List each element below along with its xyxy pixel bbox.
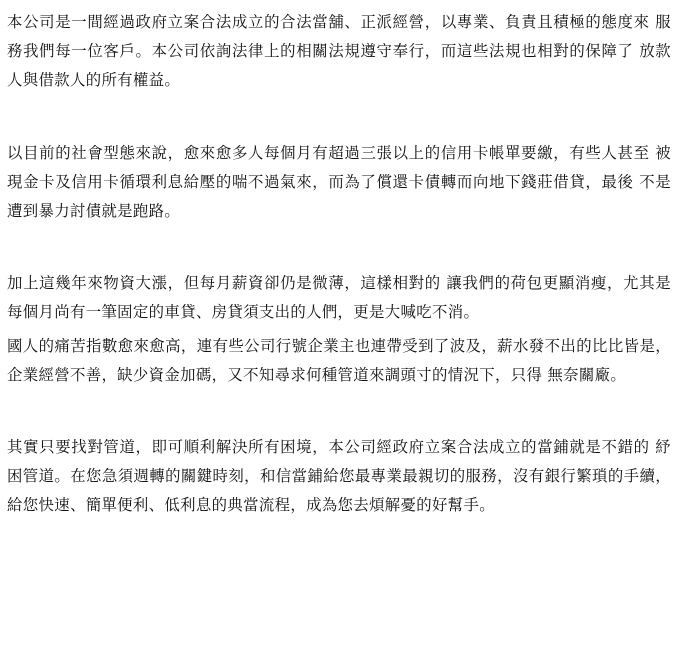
paragraph-intro: 本公司是一間經過政府立案合法成立的合法當舖、正派經營，以專業、負責且積極的態度來 服務我們每一位客戶。本公司依詢法律上的相關法規遵守奉行，而這些法規也相對的保障了 放款人與借款人的所有權益。 [7,13,671,89]
paragraph-business-hardship: 國人的痛苦指數愈來愈高，連有些公司行號企業主也連帶受到了波及，薪水發不出的比比皆是，企業經營不善，缺少資金加碼，又不知尋求何種管道來調頭寸的情況下，只得 無奈關廠。 [7,337,671,384]
paragraph-credit-card-debt: 以目前的社會型態來說，愈來愈多人每個月有超過三張以上的信用卡帳單要繳，有些人甚至 被現金卡及信用卡循環利息給壓的喘不過氣來，而為了償還卡債轉而向地下錢莊借貸，最後 不是遭到暴力討債就是跑路。 [7,144,671,220]
paragraph-pawnshop-solution: 其實只要找對管道，即可順利解決所有困境，本公司經政府立案合法成立的當鋪就是不錯的 紓困管道。在您急須週轉的關鍵時刻，和信當鋪給您最專業最親切的服務，沒有銀行繁瑣的手續，給您快速、簡單便利、低利息的典當流程，成為您去煩解憂的好幫手。 [7,438,671,514]
paragraph-rising-prices: 加上這幾年來物資大漲，但每月薪資卻仍是微薄，這樣相對的 讓我們的荷包更顯消瘦，尤其是每個月尚有一筆固定的車貸、房貸須支出的人們，更是大喊吃不消。 [7,274,671,321]
